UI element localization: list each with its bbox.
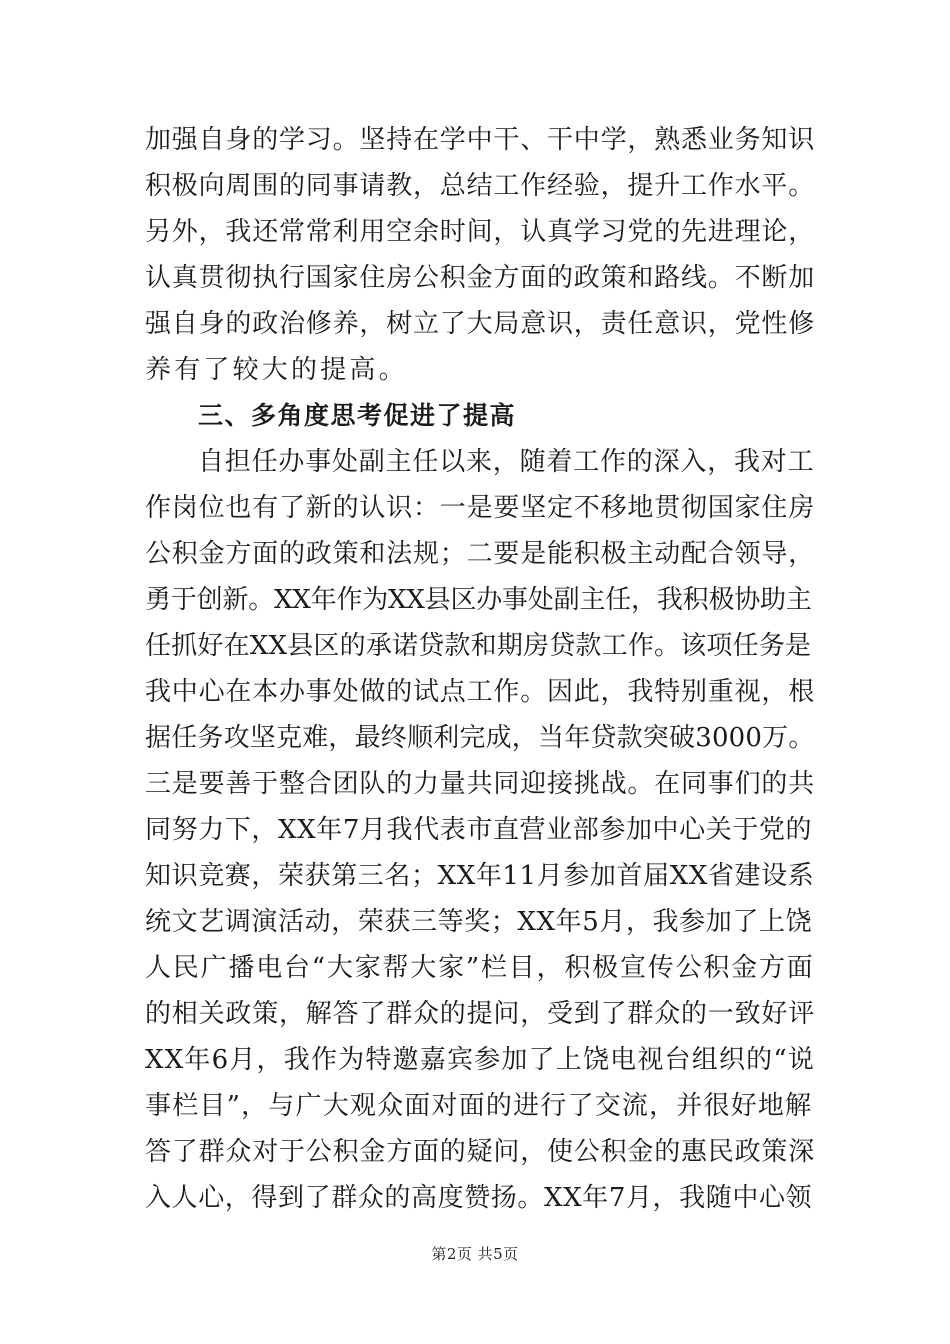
paragraph-2-line-11: 统文艺调演活动，荣获三等奖；XX年5月，我参加了上饶 xyxy=(145,907,813,937)
paragraph-2-line-14: XX年6月，我作为特邀嘉宾参加了上饶电视台组织的“说 xyxy=(145,1045,816,1075)
paragraph-2-line-13: 的相关政策，解答了群众的提问，受到了群众的一致好评 xyxy=(145,999,816,1029)
paragraph-2-line-9: 同努力下，XX年7月我代表市直营业部参加中心关于党的 xyxy=(145,815,813,845)
paragraph-1-line-1: 加强自身的学习。坚持在学中干、干中学，熟悉业务知识 xyxy=(145,125,816,155)
paragraph-2-line-3: 公积金方面的政策和法规；二要是能积极主动配合领导， xyxy=(145,539,816,569)
page-number-footer: 第2页 共5页 xyxy=(431,1245,519,1263)
section-heading: 三、多角度思考促进了提高 xyxy=(198,401,517,430)
paragraph-2-line-8: 三是要善于整合团队的力量共同迎接挑战。在同事们的共 xyxy=(145,769,816,799)
paragraph-2-line-2: 作岗位也有了新的认识：一是要坚定不移地贯彻国家住房 xyxy=(145,493,816,523)
paragraph-1-line-4: 认真贯彻执行国家住房公积金方面的政策和路线。不断加 xyxy=(145,263,816,293)
paragraph-2-line-15: 事栏目”，与广大观众面对面的进行了交流，并很好地解 xyxy=(145,1091,813,1121)
paragraph-1-line-3: 另外，我还常常利用空余时间，认真学习党的先进理论， xyxy=(145,217,816,247)
paragraph-2-line-17: 入人心，得到了群众的高度赞扬。XX年7月，我随中心领 xyxy=(145,1183,813,1213)
paragraph-2-line-1: 自担任办事处副主任以来，随着工作的深入，我对工 xyxy=(198,447,815,477)
paragraph-2-line-10: 知识竞赛，荣获第三名；XX年11月参加首届XX省建设系 xyxy=(145,861,815,891)
paragraph-2-line-12: 人民广播电台“大家帮大家”栏目，积极宣传公积金方面 xyxy=(145,953,815,983)
paragraph-1-line-2: 积极向周围的同事请教，总结工作经验，提升工作水平。 xyxy=(145,171,816,201)
paragraph-2-line-5: 任抓好在XX县区的承诺贷款和期房贷款工作。该项任务是 xyxy=(145,631,812,661)
paragraph-1-line-5: 强自身的政治修养，树立了大局意识，责任意识，党性修 xyxy=(145,309,816,339)
paragraph-2-line-4: 勇于创新。XX年作为XX县区办事处副主任，我积极协助主 xyxy=(145,585,812,615)
paragraph-2-line-7: 据任务攻坚克难，最终顺利完成，当年贷款突破3000万。 xyxy=(145,723,815,753)
paragraph-2-line-16: 答了群众对于公积金方面的疑问，使公积金的惠民政策深 xyxy=(145,1137,816,1167)
paragraph-2-line-6: 我中心在本办事处做的试点工作。因此，我特别重视，根 xyxy=(145,677,816,707)
paragraph-1-line-6: 养有了较大的提高。 xyxy=(145,355,408,385)
